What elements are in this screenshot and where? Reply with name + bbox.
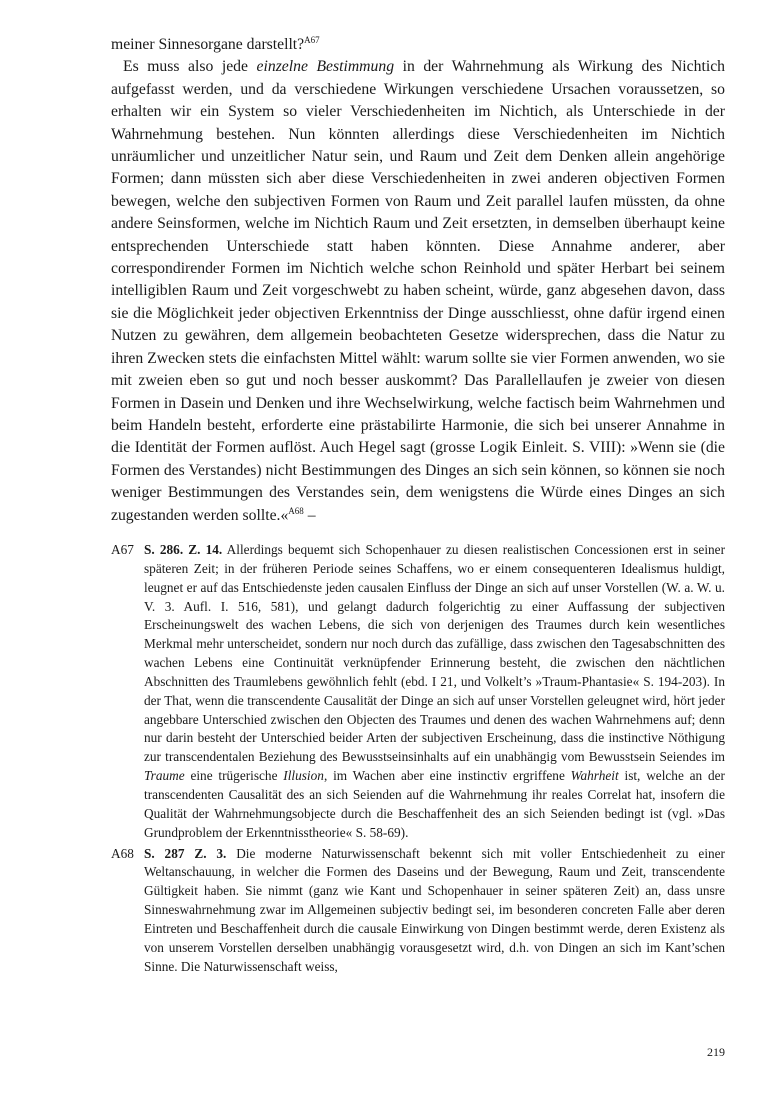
- paragraph-2-emphasis: einzelne Bestimmung: [256, 58, 395, 76]
- paragraph-1: [111, 34, 725, 56]
- paragraph-2: [111, 56, 725, 527]
- endnote-emphasis: Illusion: [283, 768, 324, 784]
- endnote-text: ist, welche an der transcendenten Causalität des an sich Seienden auf die Wahrnehmung ihr reales Correlat hat, insofern die Qualität der Wahrnehmungsobjecte durch die Beschaffenheit des an sich Seienden bedingt ist (vgl. »Das Grundproblem der Erkenntnisstheorie« S. 58-69).: [144, 768, 725, 840]
- endnote-text: Allerdings bequemt sich Schopenhauer zu diesen realistischen Concessionen erst in seiner späteren Zeit; in der früheren Periode seines Schaffens, wo er einem consequenteren Idealismus huldigt, leugnet er auf das Entschiedenste jeden causalen Einfluss der Dinge an sich auf unser Vorstellen (W. a. W. u. V. 3. Aufl. I. 516, 581), und gelangt dadurch folgerichtig zu einer Auffassung der subjectiven Erscheinungswelt des wachen Lebens, die sich von derjenigen des Traumes durch kein wesentliches Merkmal mehr unterscheidet, sondern nur noch durch das zufällige, dass zwischen den Tagesabschnitten des wachen Lebens eine Continuität verknüpfender Erinnerung besteht, die zwischen den nächtlichen Abschnitten des Traumlebens gewöhnlich fehlt (ebd. I 21, und Volkelt’s »Traum-Phantasie« S. 194-203). In der That, wenn die transcendente Causalität der Dinge an sich auf unser Vorstellen geleugnet wird, hört jeder angebbare Unterschied zwischen den Objecten des Traumes und denen des wachen Wahrnehmens auf; denn nur darin besteht der Unterschied beider Arten der subjectiven Erscheinung, dass die instinctive Nöthigung zur transcendentalen Beziehung des Bewusstseinsinhalts auf ein unabhängig vom Bewusstsein Seiendes im: [144, 542, 725, 765]
- page-number: 219: [707, 1045, 725, 1059]
- endnote-text: eine trügerische: [184, 768, 284, 784]
- endnote-label: A67: [111, 542, 134, 557]
- note-marker-a68[interactable]: A68: [288, 505, 304, 516]
- main-text: [111, 34, 725, 527]
- endnote-emphasis: Traume: [144, 768, 185, 784]
- endnote-emphasis: Wahrheit: [570, 768, 619, 784]
- paragraph-2-tail: –: [303, 506, 316, 524]
- endnote-a68: [111, 845, 725, 977]
- paragraph-2-text-c: in der Wahrnehmung als Wirkung des Nichtich aufgefasst werden, und da verschiedene Wirkungen verschiedene Ursachen voraussetzen, so erhalten wir ein System so vieler Verschiedenheiten im Nichtich, als Unterschiede in der Wahrnehmung bestehen. Nun könnten allerdings diese Verschiedenheiten im Nichtich unräumlicher und unzeitlicher Natur sein, und Raum und Zeit dem Denken allein angehörige Formen; dann müssten sich aber diese Verschiedenheiten in zwei anderen objectiven Formen bewegen, welche den subjectiven Formen von Raum und Zeit parallel laufen müssten, da ohne andere Seinsformen, welche im Nichtich Raum und Zeit ersetzten, in demselben überhaupt keine entsprechenden Unterschiede statt haben könnten. Diese Annahme anderer, aber correspondirender Formen im Nichtich welche schon Reinhold und später Herbart bei seinem intelligiblen Raum und Zeit vorgeschwebt zu haben scheint, würde, ganz abgesehen davon, dass sie die Möglichkeit jeder objectiven Erkenntniss der Dinge ausschliesst, ohne dafür irgend einen Nutzen zu gewähren, dem allgemein beobachteten Gesetze widersprechen, dass die Natur zu ihren Zwecken stets die einfachsten Mittel wählt: warum sollte sie vier Formen anwenden, wo sie mit zweien eben so gut und noch besser auskommt? Das Parallellaufen je zweier von diesen Formen in Dasein und Denken und ihre Wechselwirkung, welche factisch beim Wahrnehmen und beim Handeln besteht, erforderte eine prästabilirte Harmonie, die sich bei unserer Annahme in die Identität der Formen auflöst. Auch Hegel sagt (grosse Logik Einleit. S. VIII): »Wenn sie (die Formen des Verstandes) nicht Bestimmungen des Dinges an sich sein können, so können sie noch weniger Bestimmungen des Verstandes sein, dem wenigstens die Würde eines Dinges an sich zugestanden werden sollte.«: [111, 58, 725, 524]
- endnote-text: , im Wachen aber eine instinctiv ergriffene: [323, 768, 571, 784]
- paragraph-1-text: meiner Sinnesorgane darstellt?: [111, 36, 305, 53]
- endnote-reference: S. 286. Z. 14.: [144, 542, 223, 557]
- paragraph-2-text-a: Es muss also jede: [123, 58, 257, 76]
- note-marker-a67[interactable]: A67: [304, 35, 320, 45]
- endnote-reference: S. 287 Z. 3.: [144, 845, 227, 861]
- endnote-text: Die moderne Naturwissenschaft bekennt sich mit voller Entschiedenheit zu einer Weltanschauung, in welcher die Formen des Daseins und der Bewegung, Raum und Zeit, transcendente Gültigkeit haben. Sie nimmt (ganz wie Kant und Schopenhauer in seiner späteren Zeit) an, dass unsre Sinneswahrnehmung zwar im Allgemeinen subjectiv bedingt sei, im besonderen concreten Falle aber deren Eintreten und Beschaffenheit durch die causale Einwirkung von Dingen bestimmt werde, deren Existenz als von unserem Vorstellen derselben unabhängig vorausgesetzt wird, d.h. von Dingen an sich im Kant’schen Sinne. Die Naturwissenschaft weiss,: [144, 845, 725, 974]
- endnote-label: A68: [111, 845, 134, 861]
- endnotes: [111, 541, 725, 978]
- endnote-a67: [111, 541, 725, 843]
